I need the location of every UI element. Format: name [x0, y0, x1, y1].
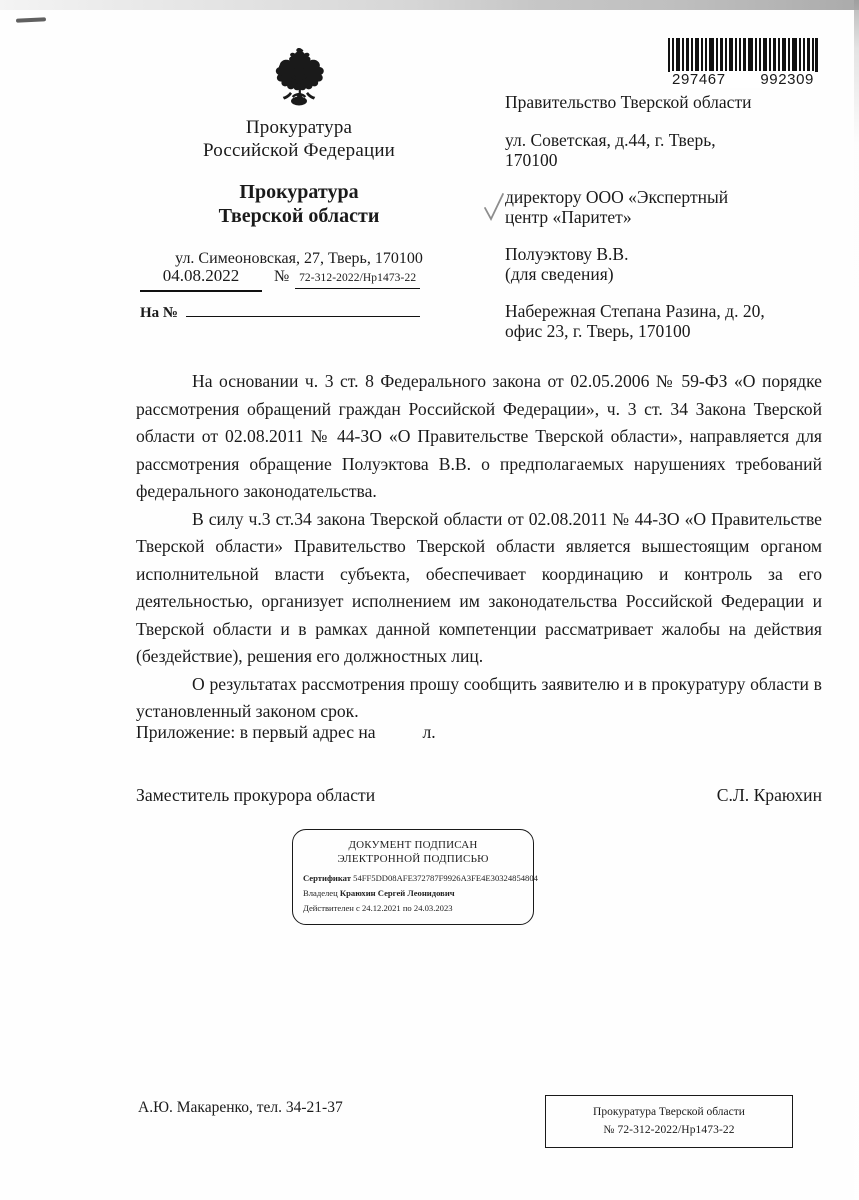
footer-stamp-number-label: № [603, 1124, 615, 1136]
addressee-person-name: Полуэктову В.В. [505, 244, 629, 264]
letterhead-address: ул. Симеоновская, 27, Тверь, 170100 [175, 250, 423, 267]
addressee-person-address [505, 301, 835, 341]
body-paragraph-3: О результатах рассмотрения прошу сообщить заявителю и в прокуратуру области в установленный законом срок. [136, 673, 822, 721]
signatory-title: Заместитель прокурора области [136, 785, 376, 805]
electronic-signature-stamp [292, 829, 538, 925]
esign-valid-label: Действителен с [303, 903, 360, 913]
letterhead-office-line1: Прокуратура [239, 181, 359, 203]
signature-row [136, 785, 822, 806]
letterhead-org-line2: Российской Федерации [202, 140, 396, 161]
esign-title-line1: ДОКУМЕНТ ПОДПИСАН [348, 839, 478, 851]
addressee-org-address-line2: 170100 [505, 150, 558, 170]
scan-edge-right [854, 0, 859, 1200]
esign-certificate-value: 54FF5DD08AFE372787F9926A3FE4E30324854804 [353, 873, 538, 883]
addressee-block [505, 92, 835, 358]
addressee-person-address-line1: Набережная Степана Разина, д. 20, [505, 301, 765, 321]
barcode-right-digits: 992309 [760, 71, 814, 88]
on-number-label: На № [140, 305, 178, 321]
footer-registration-stamp [545, 1095, 793, 1148]
body-paragraph-1: На основании ч. 3 ст. 8 Федерального закона от 02.05.2006 № 59-ФЗ «О порядке рассмотрения обращений граждан Российской Федерации», ч. 3 ст. 34 Закона Тверской области от 02.08.2011 № 44-ЗО «О Правительстве Тверской области», направляется для рассмотрения обращение Полуэктова В.В. о предполагаемых нарушениях требований федерального законодательства. [136, 371, 822, 501]
addressee-organization [505, 92, 835, 113]
esign-valid-from: 24.12.2021 [362, 903, 401, 913]
letterhead-office-line2: Тверской области [218, 205, 380, 227]
attachment-label: Приложение: в первый адрес на [136, 722, 376, 742]
scan-edge-top [0, 0, 859, 10]
russian-coat-of-arms-icon [262, 44, 336, 110]
esign-owner-value: Краюхин Сергей Леонидович [339, 888, 455, 898]
reference-row-outgoing [140, 266, 420, 292]
addressee-person-note: (для сведения) [505, 264, 614, 284]
barcode-left-digits: 297467 [672, 71, 726, 88]
letterhead [134, 44, 464, 268]
addressee-org-address [505, 130, 835, 170]
letterhead-office-title [134, 180, 464, 228]
document-number: 72-312-2022/Нр1473-22 [295, 272, 420, 289]
footer-stamp-organization: Прокуратура Тверской области [593, 1106, 745, 1118]
reference-row-incoming [140, 304, 420, 322]
addressee-recipient-line1: директору ООО «Экспертный [505, 187, 729, 207]
attachment-line [136, 722, 436, 743]
barcode-digits [672, 71, 814, 88]
letterhead-org-line1: Прокуратура [245, 117, 353, 138]
addressee-person [505, 244, 835, 284]
footer-stamp-number-value: 72-312-2022/Нр1473-22 [617, 1124, 735, 1136]
footer-stamp-number-row [550, 1121, 788, 1139]
addressee-org-address-line1: ул. Советская, д.44, г. Тверь, [505, 130, 716, 150]
esign-validity-row [303, 902, 523, 915]
scan-artifact-mark [16, 17, 46, 23]
document-body [136, 368, 822, 726]
addressee-recipient-line2: центр «Паритет» [505, 207, 632, 227]
esign-owner-label: Владелец [303, 888, 338, 898]
reference-block [140, 266, 420, 322]
number-symbol-label: № [274, 268, 290, 285]
signatory-name: С.Л. Краюхин [716, 785, 822, 805]
esign-certificate-row [303, 872, 538, 885]
executor-contact: А.Ю. Макаренко, тел. 34-21-37 [138, 1099, 343, 1116]
esign-title-line2: ЭЛЕКТРОННОЙ ПОДПИСЬЮ [337, 853, 489, 865]
body-paragraph-2: В силу ч.3 ст.34 закона Тверской области от 02.08.2011 № 44-ЗО «О Правительстве Тверской области» Правительство Тверской области является вышестоящим органом исполнительной власти субъекта, обеспечивает координацию и контроль за его деятельностью, организует исполнением им законодательства Российской Федерации и Тверской области и в рамках данной компетенции рассматривает жалобы на действия (бездействие), решения его должностных лиц. [136, 508, 822, 666]
addressee-recipient-role [505, 187, 835, 227]
handwritten-checkmark-icon [483, 192, 505, 222]
attachment-unit: л. [422, 722, 436, 742]
esign-valid-to: 24.03.2023 [413, 903, 453, 913]
esign-valid-to-label: по [402, 903, 412, 913]
document-date: 04.08.2022 [140, 266, 262, 292]
esign-certificate-label: Сертификат [303, 873, 351, 883]
addressee-person-address-line2: офис 23, г. Тверь, 170100 [505, 321, 691, 341]
on-number-blank-line [186, 304, 420, 317]
barcode [668, 38, 818, 88]
addressee-org-name: Правительство Тверской области [505, 92, 752, 112]
letterhead-organization [134, 116, 464, 162]
esign-title [303, 838, 523, 866]
esign-owner-row [303, 887, 523, 900]
barcode-bars [668, 38, 818, 72]
